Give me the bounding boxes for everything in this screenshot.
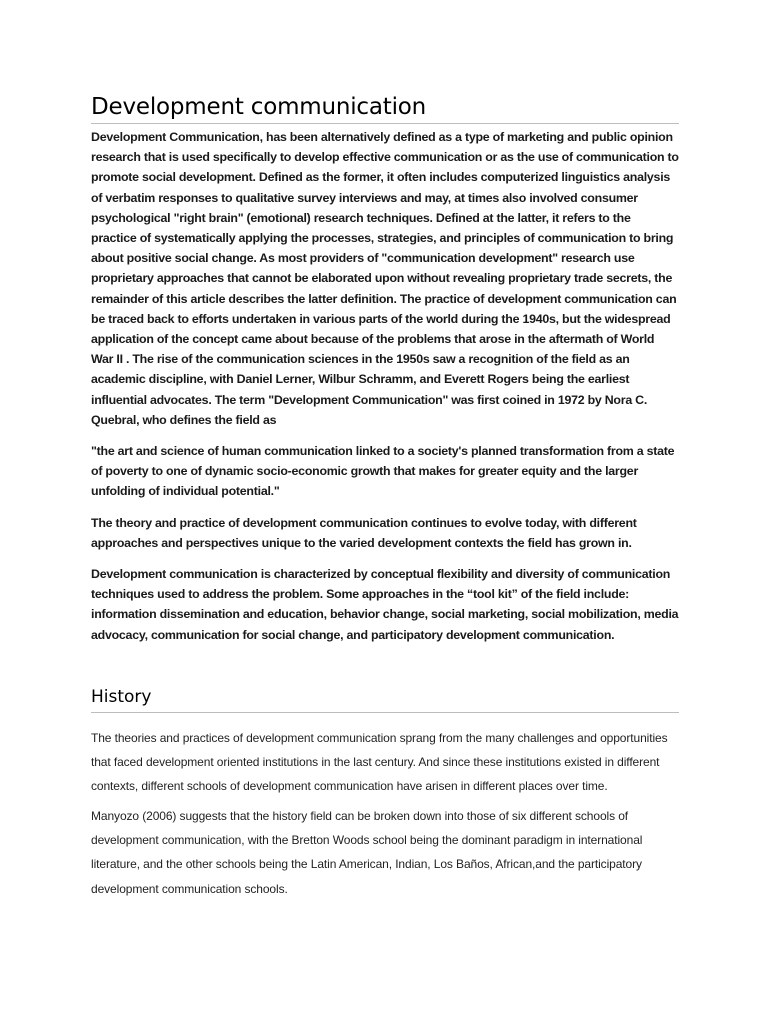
techniques-paragraph: Development communication is characterized by conceptual flexibility and diversity of communication techniques used to address the problem. Some approaches in the “tool kit” of the field include: information dissemination and education, behavior change, social marketing, social mobilization, media advocacy, communication for social change, and participatory development communication. [91,567,679,642]
evolution-paragraph: The theory and practice of development communication continues to evolve today, with different approaches and perspectives unique to the varied development contexts the field has grown in. [91,515,637,550]
quote-paragraph: "the art and science of human communication linked to a society's planned transformation from a state of poverty to one of dynamic socio-economic growth that makes for greater equity and the larger unfolding of individual potential." [91,444,675,499]
history-paragraph-1: The theories and practices of development communication sprang from the many challenges and opportunities that faced development oriented institutions in the last century. And since these institutions existed in different contexts, different schools of development communication have arisen in different places over time. [91,730,668,794]
history-paragraph-2: Manyozo (2006) suggests that the history field can be broken down into those of six different schools of development communication, with the Bretton Woods school being the dominant paradigm in international literature, and the other schools being the Latin American, Indian, Los Baños, African,and the participatory development communication schools. [91,808,643,896]
history-heading: History [91,685,679,713]
document-page [91,92,679,901]
intro-paragraph: Development Communication, has been alternatively defined as a type of marketing and public opinion research that is used specifically to develop effective communication or as the use of communication to promote social development. Defined as the former, it often includes computerized linguistics analysis of verbatim responses to qualitative survey interviews and may, at times also involved consumer psychological "right brain" (emotional) research techniques. Defined at the latter, it refers to the practice of systematically applying the processes, strategies, and principles of communication to bring about positive social change. As most providers of "communication development" research use proprietary approaches that cannot be elaborated upon without revealing proprietary trade secrets, the remainder of this article describes the latter definition. The practice of development communication can be traced back to efforts undertaken in various parts of the world during the 1940s, but the widespread application of the concept came about because of the problems that arose in the aftermath of World War II . The rise of the communication sciences in the 1950s saw a recognition of the field as an academic discipline, with Daniel Lerner, Wilbur Schramm, and Everett Rogers being the earliest influential advocates. The term "Development Communication" was first coined in 1972 by Nora C. Quebral, who defines the field as [91,130,679,427]
page-title: Development communication [91,92,679,124]
